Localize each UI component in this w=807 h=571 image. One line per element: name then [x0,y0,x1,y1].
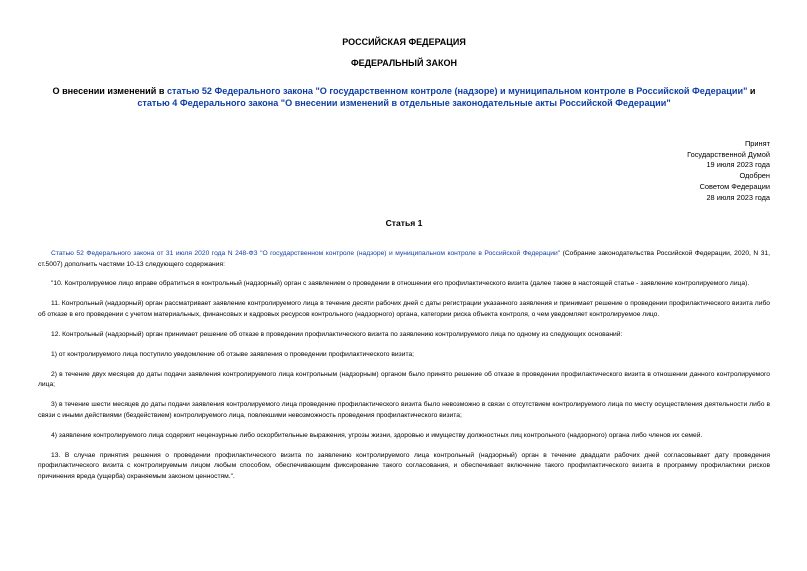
article-paragraph: 1) от контролируемого лица поступило уведомление об отзыве заявления о проведении профилактического визита; [51,350,415,358]
intro-link-article-52[interactable]: Статью 52 Федерального закона от 31 июля 2020 года N 248-ФЗ "О государственном контроле (надзоре) и муниципальном контроле в Российской Федерации" [51,250,561,257]
article-paragraph: 4) заявление контролируемого лица содержит нецензурные либо оскорбительные выражения, угрозы жизни, здоровью и имуществу должностных лиц контрольного (надзорного) органа либо членов их семей. [51,431,703,439]
adoption-line: 19 июля 2023 года [706,160,770,170]
article-paragraph: 13. В случае принятия решения о проведении профилактического визита по заявлению контролируемого лица контрольный (надзорный) орган в течение двадцати рабочих дней согласовывает дату проведения профилактического визита с контролируемым лицом любым способом, обеспечивающим фиксирование такого согласования, и обеспечивает включение такого профилактического визита в программу профилактики рисков причинения вреда (ущерба) охраняемым законом ценностям.". [38,451,770,480]
title-prefix: О внесении изменений в [52,86,167,96]
law-type-heading: ФЕДЕРАЛЬНЫЙ ЗАКОН [350,58,458,68]
adoption-line: Принят [744,139,770,148]
adoption-line: Государственной Думой [687,149,770,159]
title-middle: и [747,86,756,96]
title-link-article-4[interactable]: статью 4 Федерального закона "О внесении изменений в отдельные законодательные акты Российской Федерации" [137,98,671,108]
approval-line: Одобрен [739,171,770,181]
article-body [38,249,770,492]
country-heading: РОССИЙСКАЯ ФЕДЕРАЦИЯ [342,37,466,47]
article-intro [38,249,770,270]
article-paragraph: 3) в течение шести месяцев до даты подачи заявления контролируемого лица проведение профилактического визита было невозможно в связи с отсутствием контролируемого лица по месту осуществления деятельности либо в связи с иными действиями (бездействием) контролируемого лица, повлекшими невозможность проведения профилактического визита; [38,401,770,419]
article-heading: Статья 1 [385,218,423,228]
adoption-info [687,139,770,203]
intro-rest: (Собрание законодательства Российской Федерации, 2020, N 31, ст.5007) дополнить частями 10-13 следующего содержания: [38,250,770,268]
article-paragraph: "10. Контролируемое лицо вправе обратиться в контрольный (надзорный) орган с заявлением о проведении в отношении его профилактического визита (далее также в настоящей статье - заявление контролируемого лица). [51,280,750,288]
approval-line: Советом Федерации [699,181,770,191]
law-title [38,85,770,109]
article-paragraph: 12. Контрольный (надзорный) орган принимает решение об отказе в проведении профилактического визита по заявлению контролируемого лица по одному из следующих оснований: [51,330,623,338]
approval-line: 28 июля 2023 года [706,192,770,202]
article-paragraph: 2) в течение двух месяцев до даты подачи заявления контролируемого лица контрольным (надзорным) органом было принято решение об отказе в проведении профилактического визита в отношении данного контролируемого лица; [38,370,770,389]
article-paragraph: 11. Контрольный (надзорный) орган рассматривает заявление контролируемого лица в течение десяти рабочих дней с даты регистрации указанного заявления и принимает решение о проведении профилактического визита либо об отказе в его проведении с учетом материальных, финансовых и кадровых ресурсов контрольного (надзорного) органа, категории риска объекта контроля, о чем уведомляет контролируемое лицо. [38,300,770,318]
title-link-article-52[interactable]: статью 52 Федерального закона "О государственном контроле (надзоре) и муниципальном контроле в Российской Федерации" [166,86,748,96]
